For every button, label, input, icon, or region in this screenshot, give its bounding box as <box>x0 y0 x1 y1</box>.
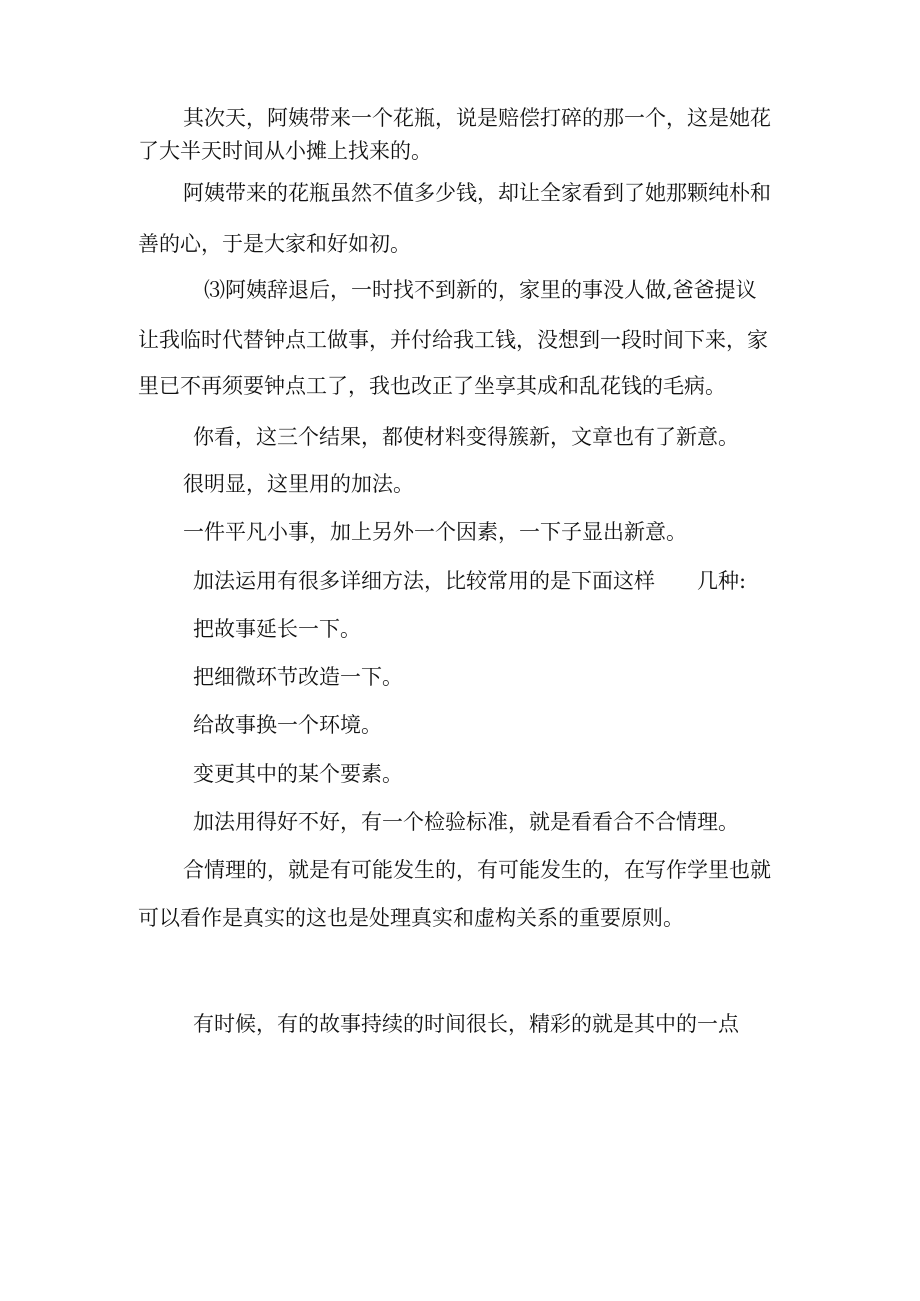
text-line-8: 你看，这三个结果，都使材料变得簇新，文章也有了新意。 <box>193 425 739 449</box>
text-line-18: 可以看作是真实的这也是处理真实和虚构关系的重要原则。 <box>138 906 684 930</box>
text-line-1: 其次天，阿姨带来一个花瓶，说是赔偿打碎的那一个，这是她花 <box>183 106 771 130</box>
text-line-16: 加法用得好不好，有一个检验标准，就是看看合不合情理。 <box>193 810 739 834</box>
text-line-14: 给故事换一个环境。 <box>193 713 382 737</box>
text-line-9: 很明显，这里用的加法。 <box>183 472 414 496</box>
text-line-5: ⑶阿姨辞退后，一时找不到新的，家里的事没人做,爸爸提议 <box>204 278 757 302</box>
text-line-19: 有时候，有的故事持续的时间很长，精彩的就是其中的一点 <box>193 1012 739 1036</box>
text-line-6: 让我临时代替钟点工做事，并付给我工钱，没想到一段时间下来，家 <box>138 328 768 352</box>
text-line-11: 加法运用有很多详细方法，比较常用的是下面这样 几种: <box>193 569 747 593</box>
text-line-17: 合情理的，就是有可能发生的，有可能发生的，在写作学里也就 <box>183 858 771 882</box>
text-line-12: 把故事延长一下。 <box>193 617 361 641</box>
text-line-2: 了大半天时间从小摊上找来的。 <box>138 139 432 163</box>
text-line-4: 善的心，于是大家和好如初。 <box>138 232 411 256</box>
text-line-7: 里已不再须要钟点工了，我也改正了坐享其成和乱花钱的毛病。 <box>138 374 726 398</box>
text-line-3: 阿姨带来的花瓶虽然不值多少钱，却让全家看到了她那颗纯朴和 <box>183 181 771 205</box>
text-line-10: 一件平凡小事，加上另外一个因素，一下子显出新意。 <box>183 520 687 544</box>
text-line-13: 把细微环节改造一下。 <box>193 665 403 689</box>
text-line-15: 变更其中的某个要素。 <box>193 762 403 786</box>
